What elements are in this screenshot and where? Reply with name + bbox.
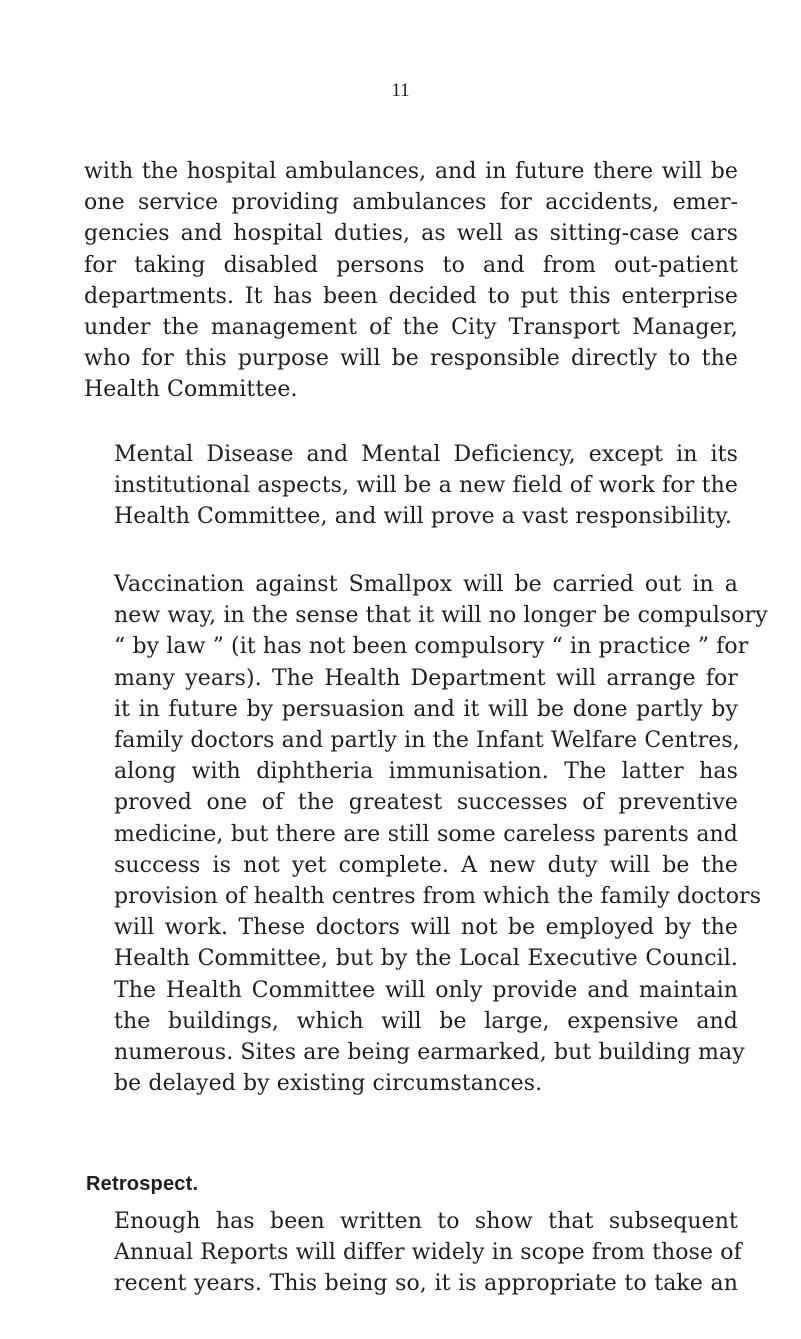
page-number: 11 <box>391 80 410 101</box>
paragraph-line: many years). The Health Department will arrange for <box>114 665 738 691</box>
paragraph-line: be delayed by existing circumstances. <box>114 1071 543 1097</box>
paragraph-line: family doctors and partly in the Infant Welfare Centres, <box>114 728 740 754</box>
paragraph-line: numerous. Sites are being earmarked, but building may <box>114 1040 745 1066</box>
paragraph-line: Enough has been written to show that subsequent <box>114 1209 738 1234</box>
paragraph-line: along with diphtheria immunisation. The latter has <box>114 759 738 785</box>
paragraph-vaccination <box>84 569 768 1099</box>
paragraph-line: Health Committee, but by the Local Executive Council. <box>114 946 738 972</box>
paragraph-line: new way, in the sense that it will no longer be compulsory <box>114 603 768 629</box>
paragraph-line: proved one of the greatest successes of preventive <box>114 790 738 816</box>
paragraph-line: the buildings, which will be large, expensive and <box>114 1008 738 1034</box>
paragraph-line: success is not yet complete. A new duty will be the <box>114 852 738 878</box>
paragraph-line: “ by law ” (it has not been compulsory “ in practice ” for <box>114 634 749 660</box>
paragraph-line: who for this purpose will be responsible directly to the <box>84 346 738 372</box>
paragraph-line: departments. It has been decided to put this enterprise <box>84 283 738 309</box>
paragraph-line: Health Committee, and will prove a vast responsibility. <box>114 504 732 530</box>
paragraph-retrospect <box>84 1206 742 1300</box>
paragraph-line: The Health Committee will only provide and maintain <box>114 977 738 1003</box>
paragraph-line: will work. These doctors will not be employed by the <box>114 915 738 941</box>
paragraph-line: Mental Disease and Mental Deficiency, except in its <box>114 442 738 467</box>
paragraph-line: institutional aspects, will be a new field of work for the <box>114 473 738 499</box>
paragraph-line: Health Committee. <box>84 377 298 403</box>
paragraph-mental-disease <box>84 439 738 533</box>
paragraph-line: provision of health centres from which the family doctors <box>114 884 762 910</box>
paragraph-ambulances <box>84 156 738 406</box>
paragraph-line: it in future by persuasion and it will be done partly by <box>114 696 738 722</box>
paragraph-line: Annual Reports will differ widely in scope from those of <box>114 1240 742 1266</box>
paragraph-line: with the hospital ambulances, and in future there will be <box>84 159 738 184</box>
paragraph-line: recent years. This being so, it is appropriate to take an <box>114 1271 738 1297</box>
paragraph-line: under the management of the City Transport Manager, <box>84 315 738 341</box>
section-heading-retrospect: Retrospect. <box>86 1173 199 1195</box>
paragraph-line: gencies and hospital duties, as well as sitting-case cars <box>84 221 738 247</box>
paragraph-line: medicine, but there are still some careless parents and <box>114 821 738 847</box>
paragraph-line: Vaccination against Smallpox will be carried out in a <box>114 572 738 597</box>
paragraph-line: for taking disabled persons to and from out-patient <box>84 252 738 278</box>
paragraph-line: one service providing ambulances for accidents, emer- <box>84 190 738 216</box>
